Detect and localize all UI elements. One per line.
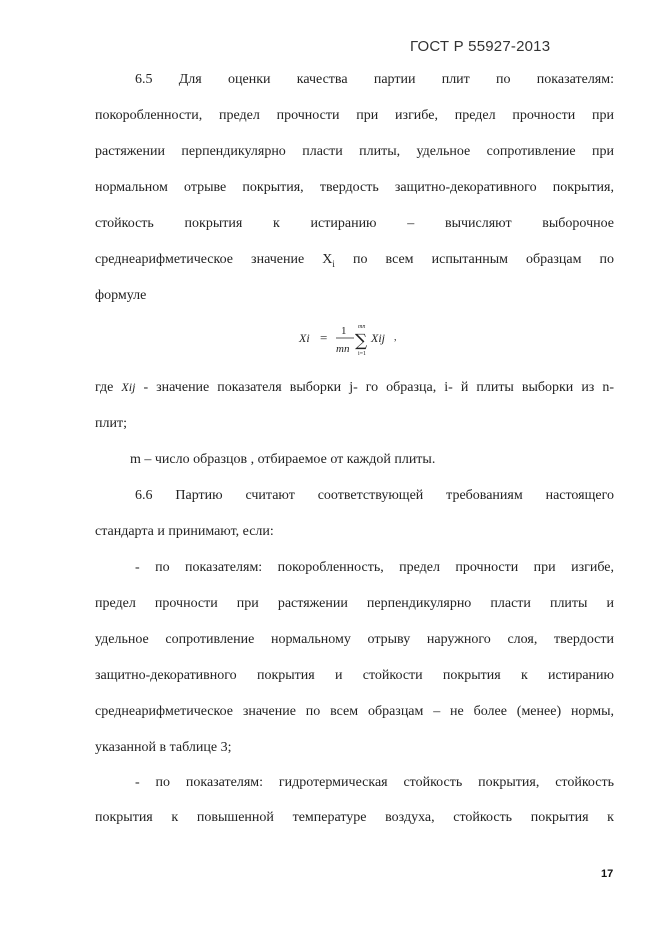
line-6-prefix: среднеарифметическое значение [95,252,305,267]
bullet-2-line-2: покрытия к повышенной температуре воздуха, стойкость покрытия к [95,810,614,825]
where-line-2: плит; [95,416,127,431]
section-6-5-line-6 [95,252,614,269]
where-prefix: где [95,380,114,395]
m-definition-line: m – число образцов , отбираемое от каждой плиты. [130,452,436,467]
bullet-2-line-1: - по показателям: гидротермическая стойкость покрытия, стойкость [135,775,614,790]
section-6-5-line-7: формуле [95,288,147,303]
xij-symbol: Xij [121,380,136,394]
formula-sigma: ∑ [355,331,368,351]
formula-lhs: Xi [299,331,310,345]
section-6-6-line-1: 6.6 Партию считают соответствующей требованиям настоящего [135,488,614,503]
section-6-5-line-1: 6.5 Для оценки качества партии плит по показателям: [135,72,614,87]
page-number: 17 [601,868,614,880]
bullet-1-line-5: среднеарифметическое значение по всем образцам – не более (менее) нормы, [95,704,614,719]
formula-numerator: 1 [341,325,347,337]
section-6-5-line-3: растяжении перпендикулярно пласти плиты, удельное сопротивление при [95,144,614,159]
formula-summand: Xij [371,331,385,345]
bullet-1-line-3: удельное сопротивление нормальному отрыву наружного слоя, твердости [95,632,614,647]
where-definition: - значение показателя выборки j- го образца, i- й плиты выборки из n- [143,380,615,395]
line-6-suffix: по всем испытанным образцам по [353,252,615,267]
bullet-1-line-4: защитно-декоративного покрытия и стойкости покрытия к истиранию [95,668,614,683]
bullet-1-line-6: указанной в таблице 3; [95,740,232,755]
xi-letter: X [322,252,333,267]
formula-sum-upper: mn [358,324,366,330]
section-6-5-line-5: стойкость покрытия к истиранию – вычисляют выборочное [95,216,614,231]
xi-subscript: i [332,258,335,269]
bullet-1-line-2: предел прочности при растяжении перпендикулярно пласти плиты и [95,596,614,611]
formula-denominator: mn [336,343,350,355]
where-line-1 [95,380,614,396]
mean-formula [0,318,661,368]
section-6-5-line-2: покоробленности, предел прочности при изгибе, предел прочности при [95,108,614,123]
bullet-1-line-1: - по показателям: покоробленность, предел прочности при изгибе, [135,560,614,575]
formula-sum-lower: i=1 [358,351,367,357]
xi-symbol [322,252,335,269]
formula-comma: , [394,332,397,343]
formula-svg [0,318,661,368]
section-6-6-line-2: стандарта и принимают, если: [95,524,274,539]
formula-equals: = [320,330,328,345]
section-6-5-line-4: нормальном отрыве покрытия, твердость защитно-декоративного покрытия, [95,180,614,195]
document-header: ГОСТ Р 55927-2013 [410,38,551,55]
